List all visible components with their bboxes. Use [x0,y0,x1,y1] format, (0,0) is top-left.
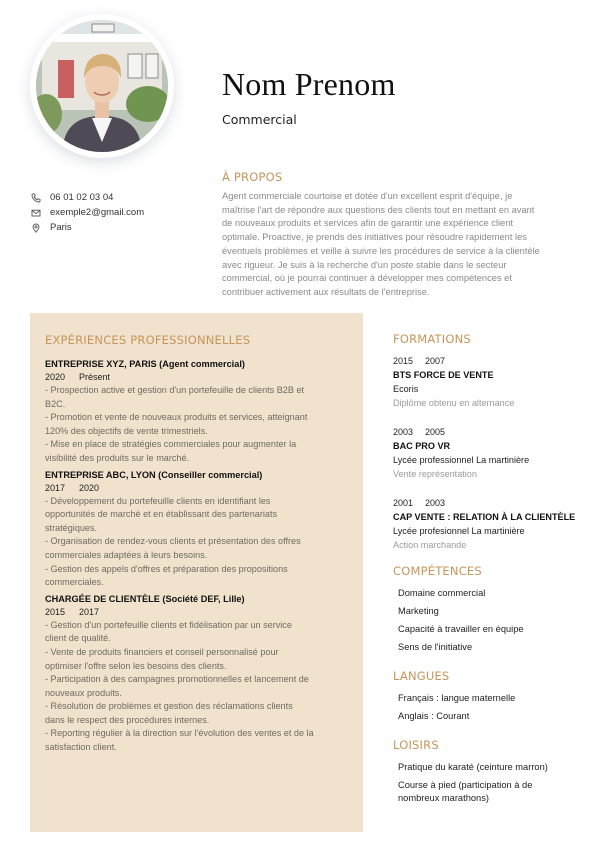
job-end: 2017 [79,606,100,617]
job-line: satisfaction client. [45,742,117,753]
location-pin-icon [30,222,42,234]
education-start: 2015 [393,356,414,366]
education-dates [393,497,583,510]
hobby-item: Course à pied (participation à de [398,779,533,790]
job-title: ENTREPRISE ABC, LYON (Conseiller commercial) [45,469,263,480]
job-line: commerciales. [45,577,104,588]
education-start: 2001 [393,498,414,508]
job-end: Présent [79,372,111,382]
job-line: stratégiques. [45,522,98,533]
job-line: - Reporting régulier à la direction sur l'évolution des ventes et de la [45,728,314,739]
education-dates [393,426,583,439]
right-column [393,332,583,820]
job-description [45,384,348,466]
job-description [45,619,348,755]
about-line: avec rigueur. Je suis à la recherche d'un poste stable dans le secteur [222,259,507,270]
job-entry [45,593,348,755]
about-section [222,170,572,300]
languages-list [393,692,583,724]
job-line: B2C. [45,398,66,409]
education-entry [393,497,583,552]
job-title: ENTREPRISE XYZ, PARIS (Agent commercial) [45,359,245,369]
contact-info [30,190,144,235]
skill-item: Marketing [398,606,439,617]
about-text [222,190,572,300]
about-line: commercial, où je pourrai continuer à développer mes compétences et [222,273,512,284]
hobbies-list [393,761,583,806]
skills-title: COMPÉTENCES [393,564,482,578]
education-end: 2003 [425,498,446,508]
mail-icon [30,207,42,219]
about-line: contribuer activement aux résultats de l'entreprise. [222,286,430,297]
education-school: Lycée profesionnel La martinière [393,526,525,536]
job-entry [45,469,348,590]
education-title: FORMATIONS [393,332,471,346]
experience-title: EXPÉRIENCES PROFESSIONNELLES [45,333,251,347]
job-line: - Prospection active et gestion d'un portefeuille de clients B2B et [45,385,305,395]
education-start: 2003 [393,427,414,437]
education-note: Action marchande [393,540,467,550]
education-entry [393,355,583,410]
phone-number: 06 01 02 03 04 [50,192,114,203]
education-end: 2007 [425,356,446,366]
job-line: commerciales adaptées à leurs besoins. [45,549,208,560]
about-line: éventuels problèmes et veille à suivre les procédures de service à la clientèle [222,245,540,256]
email-address: exemple2@gmail.com [50,207,145,218]
job-line: - Développement du portefeuille clients en identifiant les [45,495,271,506]
education-entry [393,426,583,481]
job-line: nouveaux produits. [45,687,122,698]
job-line: - Résolution de problèmes et gestion des réclamations clients [45,701,293,712]
language-item: Anglais : Courant [398,710,470,721]
education-end: 2005 [425,427,446,437]
job-line: - Participation à des campagnes promotionnelles et lancement de [45,674,309,685]
job-title: CHARGÉE DE CLIENTÈLE (Société DEF, Lille) [45,593,245,604]
job-dates [45,606,348,619]
job-description [45,495,348,590]
education-degree: CAP VENTE : RELATION À LA CLIENTÈLE [393,512,576,522]
job-line: - Gestion d'un portefeuille clients et fidélisation par un service [45,619,292,630]
job-line: - Promotion et vente de nouveaux produits et services, atteignant [45,412,308,423]
education-note: Diplôme obtenu en alternance [393,398,515,408]
hobbies-title: LOISIRS [393,737,439,752]
hobby-item: Pratique du karaté (ceinture marron) [398,761,548,772]
candidate-role: Commercial [222,112,297,127]
skills-list [393,587,583,655]
education-degree: BTS FORCE DE VENTE [393,370,494,380]
job-line: - Mise en place de stratégies commerciales pour augmenter la [45,439,297,450]
languages-title: LANGUES [393,668,450,683]
job-dates [45,482,348,495]
phone-icon [30,192,42,204]
language-item: Français : langue maternelle [398,692,516,703]
profile-photo [36,20,168,152]
job-entry [45,358,348,466]
education-note: Vente représentation [393,469,477,479]
city-name: Paris [50,222,72,233]
job-end: 2020 [79,482,100,493]
job-line: dans le respect des procédures internes. [45,714,210,725]
about-line: de nouveaux produits et services afin de garantir une expérience client [222,218,513,229]
job-line: - Organisation de rendez-vous clients et présentation des offres [45,536,301,547]
job-line: opportunités de marché et en établissant des partenariats [45,509,278,520]
portrait-image [36,20,168,152]
education-degree: BAC PRO VR [393,441,451,451]
job-start: 2017 [45,482,66,493]
job-line: - Vente de produits financiers et conseil personnalisé pour [45,646,279,657]
skill-item: Capacité à travailler en équipe [398,624,524,635]
job-start: 2020 [45,372,66,382]
job-line: optimiser l'offre selon les besoins des clients. [45,660,227,671]
job-line: 120% des objectifs de vente trimestriels. [45,425,208,436]
education-school: Lycée professionnel La martinière [393,455,530,465]
profile-photo-frame [30,14,174,158]
job-dates [45,371,348,384]
job-line: visibilité des produits sur le marché. [45,452,190,463]
skill-item: Sens de l'initiative [398,642,473,653]
hobby-item: nombreux marathons) [398,793,489,804]
about-line: maîtrise l'art de répondre aux questions des clients tout en mettant en avant [222,204,535,215]
about-title: À PROPOS [222,170,283,184]
contact-city [30,220,144,235]
candidate-name: Nom Prenom [222,66,396,102]
job-start: 2015 [45,606,66,617]
experience-panel [30,313,363,832]
about-line: optimale. Proactive, je prends des initiatives pour résoudre rapidement les [222,232,527,243]
contact-email [30,205,144,220]
job-line: - Gestion des appels d'offres et préparation des propositions [45,563,288,574]
contact-phone [30,190,144,205]
about-line: Agent commerciale courtoise et dotée d'un excellent esprit d'équipe, je [222,191,513,201]
education-school: Ecoris [393,384,419,394]
skill-item: Domaine commercial [398,588,486,598]
job-line: client de qualité. [45,633,111,644]
education-dates [393,355,583,368]
